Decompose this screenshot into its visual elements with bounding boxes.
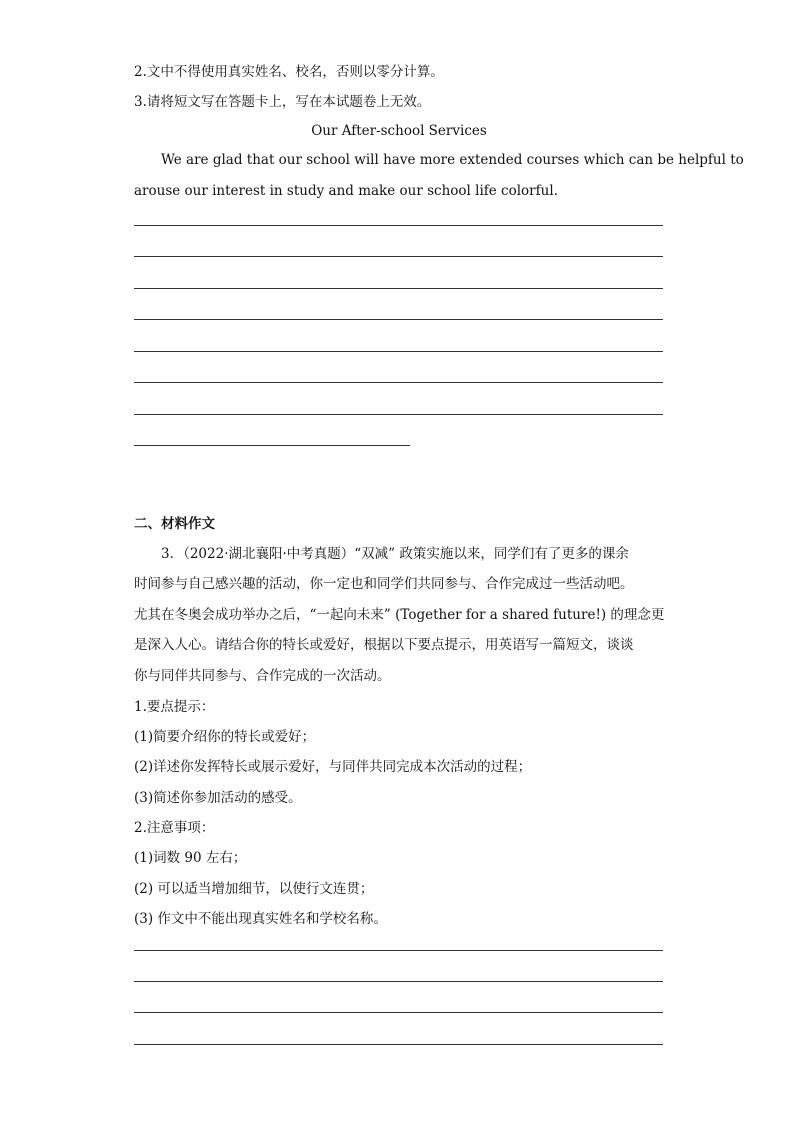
points-title: 1.要点提示： — [134, 699, 215, 715]
question-line-2: 时间参与自己感兴趣的活动，你一定也和同学们共同参与、合作完成过一些活动吧。 — [134, 576, 634, 592]
note-3: 3.请将短文写在答题卡上，写在本试题卷上无效。 — [134, 94, 431, 110]
answer-line — [134, 1012, 663, 1013]
question-line-5: 你与同伴共同参与、合作完成的一次活动。 — [134, 668, 391, 684]
question-line-3: 尤其在冬奥会成功举办之后，“一起向未来” (Together for a shared future!) 的理念更 — [134, 607, 665, 623]
notice-2: (2) 可以适当增加细节，以使行文连贯； — [134, 881, 374, 897]
answer-line — [134, 382, 663, 383]
point-3: (3)简述你参加活动的感受。 — [134, 790, 302, 806]
point-2: (2)详述你发挥特长或展示爱好，与同伴共同完成本次活动的过程； — [134, 759, 532, 775]
answer-line — [134, 981, 663, 982]
answer-line — [134, 950, 663, 951]
essay-title: Our After-school Services — [311, 123, 487, 139]
notes-title: 2.注意事项： — [134, 820, 215, 836]
answer-line — [134, 414, 663, 415]
answer-line — [134, 319, 663, 320]
essay-intro-line-2: arouse our interest in study and make our school life colorful. — [134, 183, 558, 199]
question-line-4: 是深入人心。请结合你的特长或爱好，根据以下要点提示，用英语写一篇短文，谈谈 — [134, 637, 634, 653]
note-2: 2.文中不得使用真实姓名、校名，否则以零分计算。 — [134, 64, 444, 80]
answer-line — [134, 445, 410, 446]
question-line-1: 3．（2022·湖北襄阳·中考真题）“双减” 政策实施以来，同学们有了更多的课余 — [161, 546, 629, 562]
point-1: (1)简要介绍你的特长或爱好； — [134, 729, 316, 745]
answer-line — [134, 225, 663, 226]
answer-line — [134, 1044, 663, 1045]
notice-3: (3) 作文中不能出现真实姓名和学校名称。 — [134, 911, 387, 927]
essay-intro-line-1: We are glad that our school will have more extended courses which can be helpful to — [161, 152, 744, 168]
answer-line — [134, 256, 663, 257]
answer-line — [134, 351, 663, 352]
notice-1: (1)词数 90 左右； — [134, 850, 247, 866]
section-heading: 二、材料作文 — [134, 516, 215, 532]
answer-line — [134, 288, 663, 289]
